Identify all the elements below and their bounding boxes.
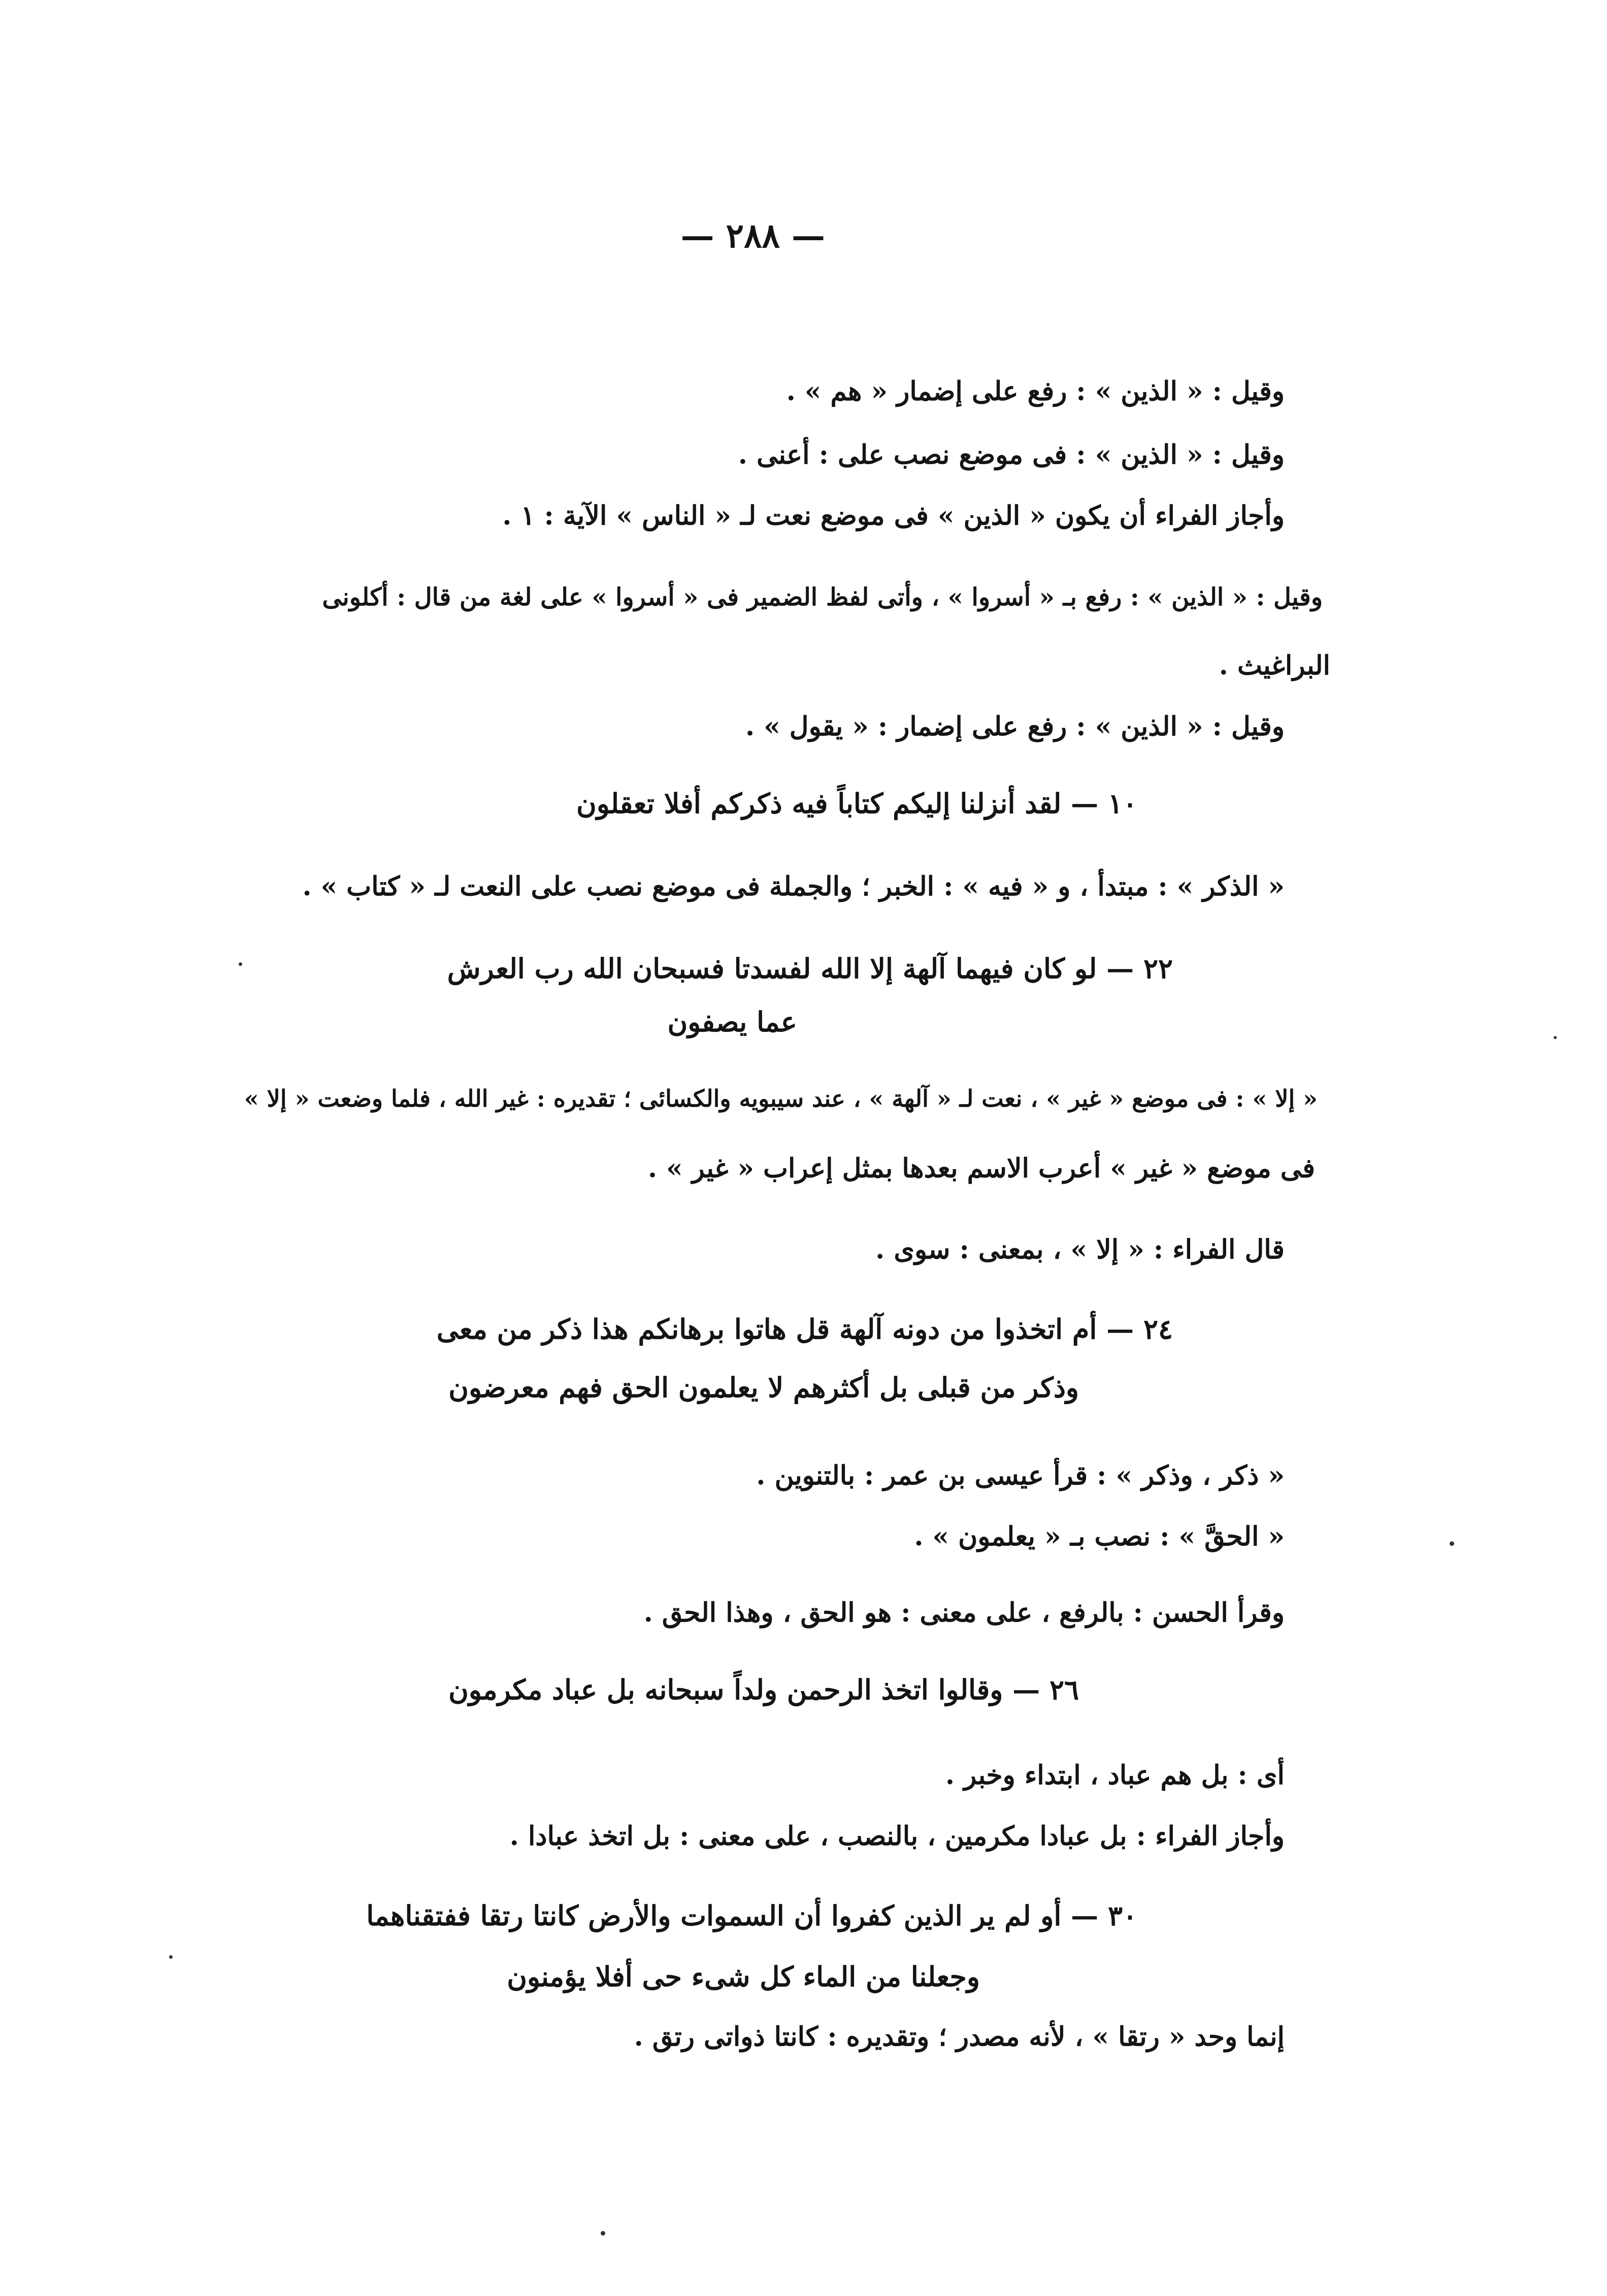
text-line: وقيل : « الذين » : فى موضع نصب على : أعنى . (738, 439, 1285, 470)
verse-line: ٢٤ — أم اتخذوا من دونه آلهة قل هاتوا برهانكم هذا ذكر من معى (436, 1313, 1173, 1345)
text-line: « الحقَّ » : نصب بـ « يعلمون » . (914, 1521, 1285, 1552)
text-line: إنما وحد « رتقا » ، لأنه مصدر ؛ وتقديره : كانتا ذواتى رتق . (634, 2021, 1285, 2052)
text-line: وأجاز الفراء : بل عبادا مكرمين ، بالنصب ، على معنى : بل اتخذ عبادا . (509, 1821, 1285, 1852)
text-line: وقرأ الحسن : بالرفع ، على معنى : هو الحق ، وهذا الحق . (643, 1597, 1285, 1628)
text-line: « ذكر ، وذكر » : قرأ عيسى بن عمر : بالتنوين . (756, 1460, 1285, 1491)
text-line: وقيل : « الذين » : رفع على إضمار « هم » . (786, 376, 1285, 407)
scan-speck (1554, 1036, 1557, 1039)
verse-line: ٢٦ — وقالوا اتخذ الرحمن ولداً سبحانه بل عباد مكرمون (448, 1673, 1079, 1706)
scan-speck (601, 2231, 605, 2236)
verse-line: وجعلنا من الماء كل شىء حى أفلا يؤمنون (507, 1960, 980, 1993)
text-line: وقيل : « الذين » : رفع على إضمار : « يقول » . (745, 711, 1285, 742)
scan-speck (1450, 1541, 1454, 1546)
text-line: قال الفراء : « إلا » ، بمعنى : سوى . (875, 1234, 1285, 1265)
text-line: « إلا » : فى موضع « غير » ، نعت لـ « آلهة » ، عند سيبويه والكسائى ؛ تقديره : غير الله ، فلما وضعت « إلا » (244, 1085, 1318, 1112)
text-line: أى : بل هم عباد ، ابتداء وخبر . (945, 1760, 1285, 1791)
verse-line: ١٠ — لقد أنزلنا إليكم كتاباً فيه ذكركم أفلا تعقلون (576, 787, 1137, 820)
text-line: « الذكر » : مبتدأ ، و « فيه » : الخبر ؛ والجملة فى موضع نصب على النعت لـ « كتاب » . (302, 871, 1285, 902)
verse-line: ٣٠ — أو لم ير الذين كفروا أن السموات والأرض كانتا رتقا ففتقناهما (366, 1899, 1137, 1932)
text-line: البراغيث . (1219, 650, 1330, 681)
verse-line: ٢٢ — لو كان فيهما آلهة إلا الله لفسدتا فسبحان الله رب العرش (447, 952, 1173, 985)
text-line: فى موضع « غير » أعرب الاسم بعدها بمثل إعراب « غير » . (647, 1153, 1315, 1184)
page-number: — ٢٨٨ — (680, 216, 825, 255)
text-line: وقيل : « الذين » : رفع بـ « أسروا » ، وأتى لفظ الضمير فى « أسروا » على لغة من قال : أكلونى (322, 583, 1323, 611)
verse-line: عما يصفون (667, 1006, 797, 1038)
scan-speck (169, 1955, 173, 1959)
text-line: وأجاز الفراء أن يكون « الذين » فى موضع نعت لـ « الناس » الآية : ١ . (502, 500, 1285, 531)
scan-speck (239, 962, 242, 966)
verse-line: وذكر من قبلى بل أكثرهم لا يعلمون الحق فهم معرضون (448, 1371, 1079, 1404)
